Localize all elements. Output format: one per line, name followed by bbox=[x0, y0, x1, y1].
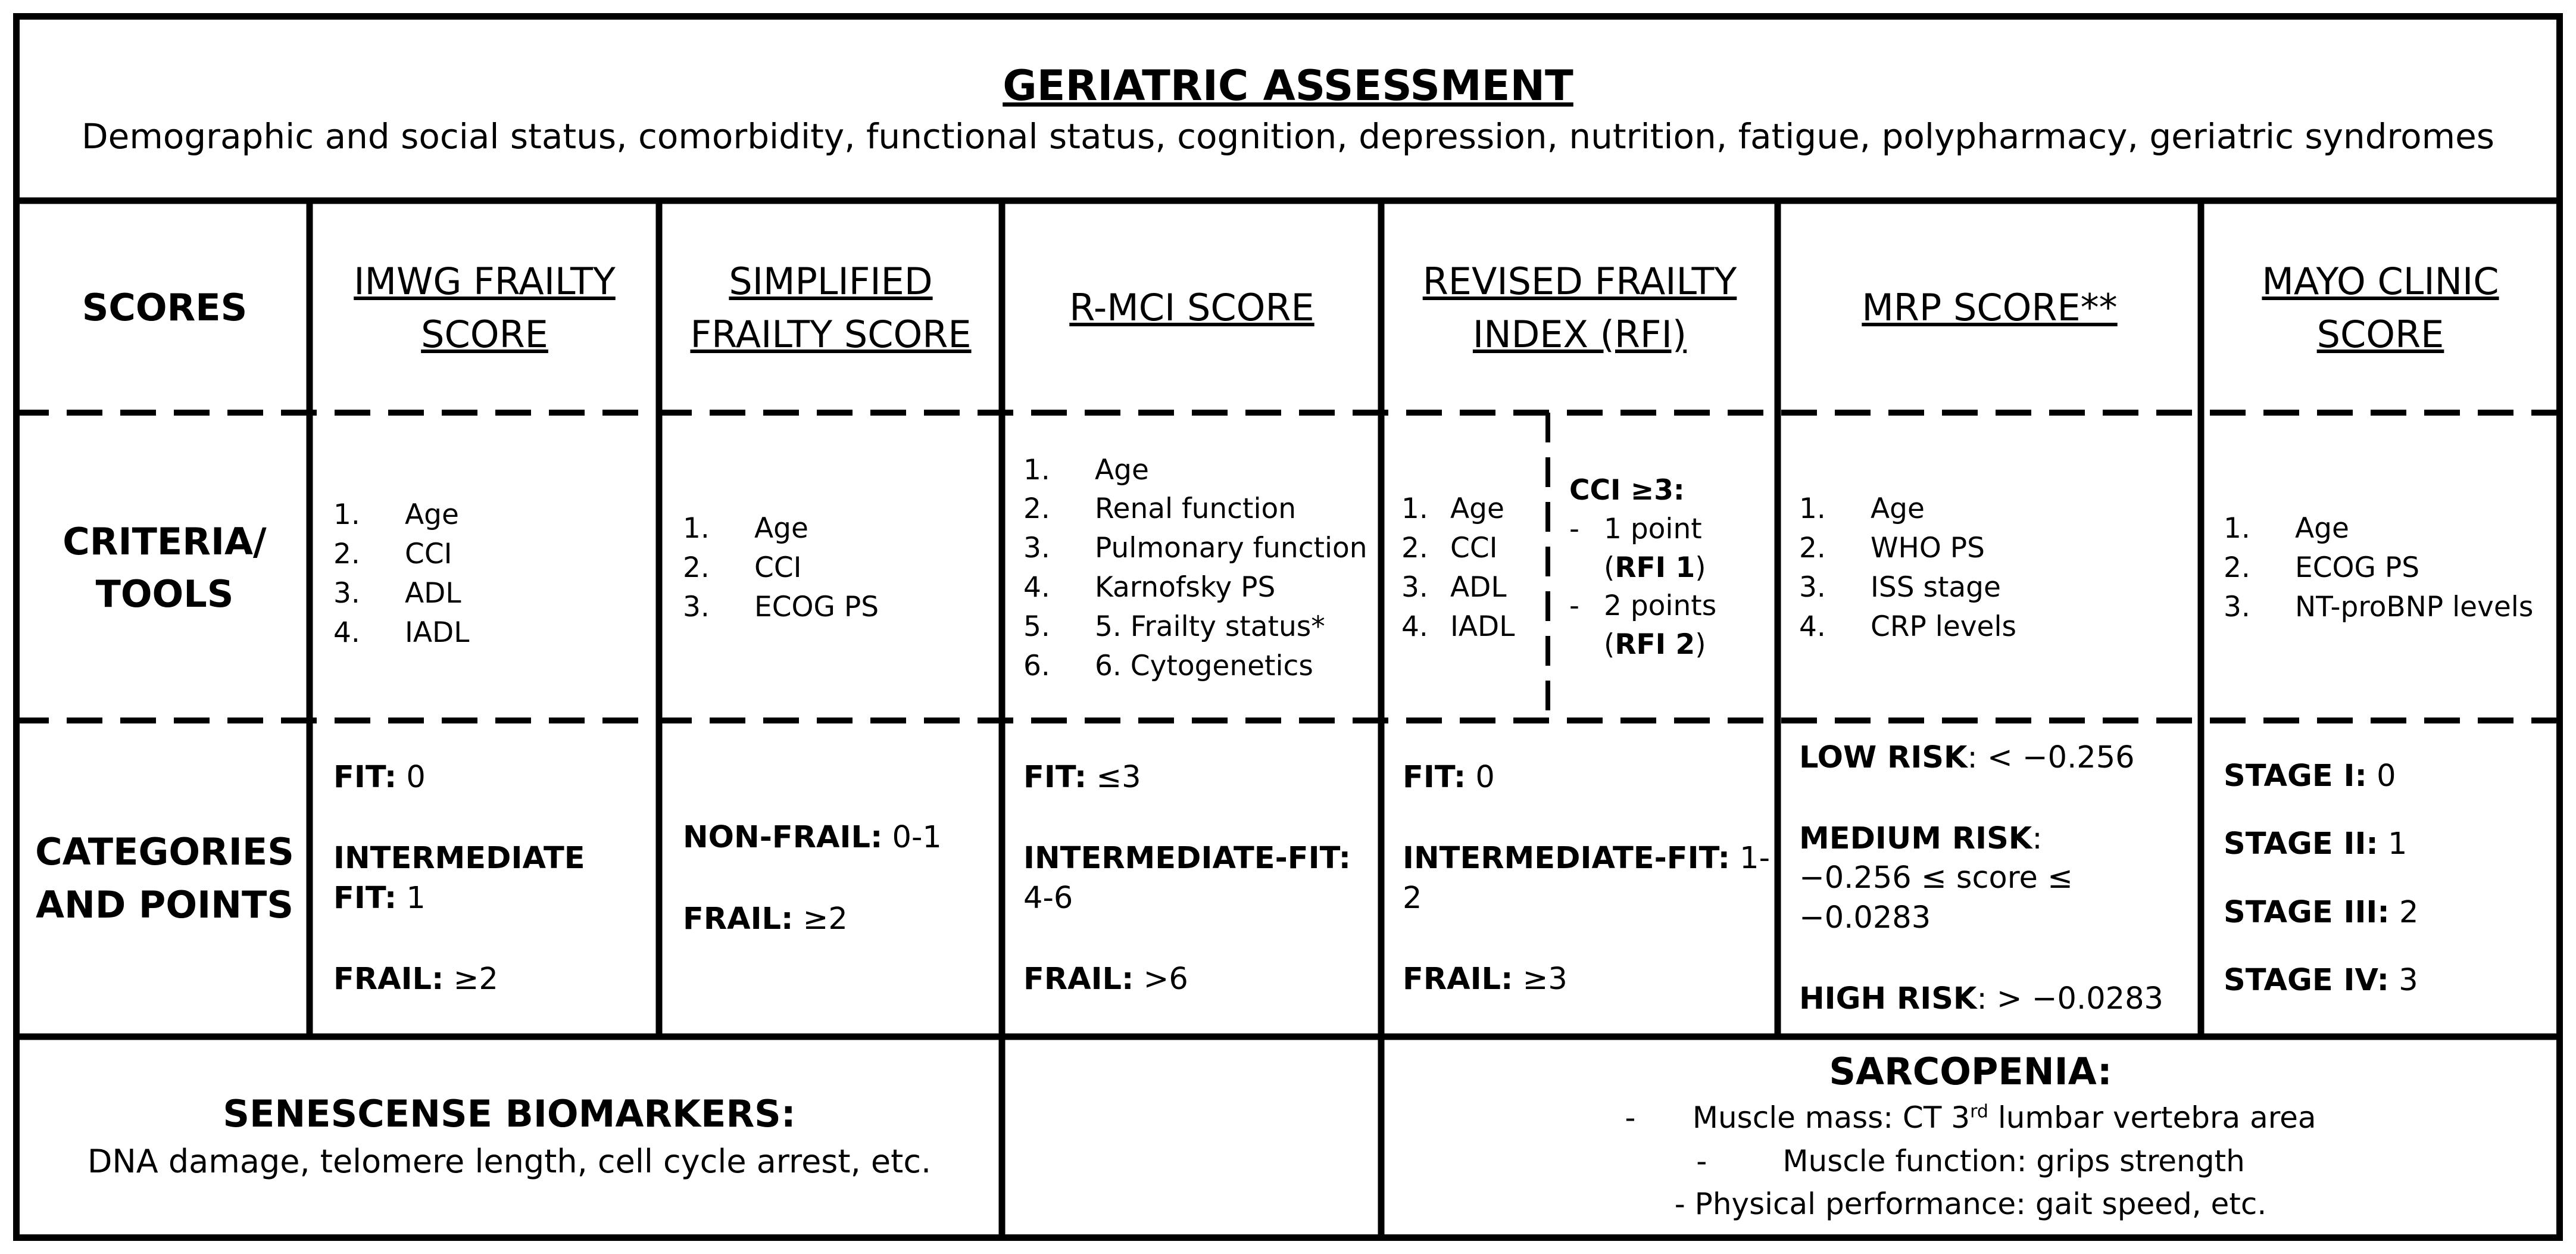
criteria-mrp-list bbox=[1799, 489, 2016, 646]
categories-rfi bbox=[1385, 723, 1775, 1034]
list-item: 4. Karnofsky PS bbox=[1023, 571, 1276, 604]
list-item: 1. Age bbox=[2224, 512, 2349, 545]
list-item: 1. Age bbox=[333, 498, 459, 532]
category-item: STAGE IV: 3 bbox=[2224, 962, 2418, 998]
criteria-mrp bbox=[1781, 416, 2198, 720]
categories-mayo bbox=[2205, 723, 2556, 1034]
criteria-simplified-list bbox=[683, 509, 879, 626]
sarcopenia-line-muscle-function: - Muscle function: grips strength bbox=[1696, 1143, 2245, 1178]
row-label-categories-line2: AND POINTS bbox=[36, 882, 293, 927]
score-mayo-line1: MAYO CLINIC bbox=[2262, 260, 2499, 304]
category-item: LOW RISK: < −0.256 bbox=[1799, 740, 2135, 775]
list-item: 2. CCI bbox=[1401, 532, 1498, 565]
header-cell bbox=[20, 20, 2556, 201]
row-label-criteria-line2: TOOLS bbox=[95, 572, 234, 616]
criteria-mayo bbox=[2205, 416, 2556, 720]
category-item: STAGE I: 0 bbox=[2224, 758, 2396, 794]
category-item: HIGH RISK: > −0.0283 bbox=[1799, 981, 2163, 1016]
rfi-cci-ref2: (RFI 2) bbox=[1604, 628, 1706, 662]
categories-rmci bbox=[1006, 723, 1378, 1034]
category-item: NON-FRAIL: 0-1 bbox=[683, 820, 942, 856]
score-imwg bbox=[313, 204, 656, 413]
row-label-categories bbox=[20, 723, 310, 1034]
empty-footer-cell bbox=[1006, 1040, 1378, 1234]
categories-simplified bbox=[663, 723, 999, 1034]
list-item: 5. 5. Frailty status* bbox=[1023, 610, 1325, 643]
list-item: 2. CCI bbox=[333, 538, 452, 571]
row-label-scores-text: SCORES bbox=[82, 286, 248, 330]
category-item: INTERMEDIATE-FIT: 4-6 bbox=[1023, 841, 1351, 916]
list-item: 4. CRP levels bbox=[1799, 610, 2017, 643]
list-item: 4. IADL bbox=[333, 616, 470, 649]
categories-mrp bbox=[1781, 723, 2198, 1034]
list-item: 2. ECOG PS bbox=[2224, 551, 2420, 585]
score-imwg-line1: IMWG FRAILTY bbox=[354, 260, 616, 304]
page-subtitle: Demographic and social status, comorbidity, functional status, cognition, depression, nutrition, fatigue, polypharmacy, geriatric syndromes bbox=[82, 116, 2494, 157]
rfi-cci-point2: - 2 points bbox=[1569, 589, 1717, 623]
list-item: 2. CCI bbox=[683, 551, 802, 585]
rfi-cci-block bbox=[1569, 472, 1716, 665]
score-simplified-line1: SIMPLIFIED bbox=[729, 260, 933, 304]
rfi-cci-ref1: (RFI 1) bbox=[1604, 551, 1706, 584]
list-item: 6. 6. Cytogenetics bbox=[1023, 649, 1313, 682]
category-item: STAGE III: 2 bbox=[2224, 894, 2419, 930]
sarcopenia-cell bbox=[1385, 1040, 2556, 1234]
list-item: 2. Renal function bbox=[1023, 492, 1297, 526]
score-rfi bbox=[1385, 204, 1775, 413]
senescence-text: DNA damage, telomere length, cell cycle arrest, etc. bbox=[87, 1143, 932, 1181]
list-item: 1. Age bbox=[1023, 453, 1149, 486]
rfi-cci-point1: - 1 point bbox=[1569, 512, 1702, 545]
score-imwg-line2: SCORE bbox=[421, 312, 548, 356]
score-simplified bbox=[663, 204, 999, 413]
category-item: FIT: 0 bbox=[1403, 759, 1495, 795]
criteria-imwg-list bbox=[333, 495, 469, 652]
score-rfi-line1: REVISED FRAILTY bbox=[1422, 260, 1737, 304]
score-rmci-line1: R-MCI SCORE bbox=[1069, 286, 1314, 330]
list-item: 1. Age bbox=[1799, 492, 1925, 526]
senescence-biomarkers-cell bbox=[20, 1040, 999, 1234]
list-item: 3. ECOG PS bbox=[683, 590, 879, 623]
criteria-rmci bbox=[1006, 416, 1378, 720]
score-mrp bbox=[1781, 204, 2198, 413]
category-item: FRAIL: ≥2 bbox=[683, 901, 848, 937]
sarcopenia-title: SARCOPENIA: bbox=[1829, 1050, 2112, 1094]
criteria-rfi-list bbox=[1401, 489, 1515, 646]
row-label-criteria-line1: CRITERIA/ bbox=[63, 519, 267, 563]
list-item: 3. ISS stage bbox=[1799, 571, 2001, 604]
score-rmci bbox=[1006, 204, 1378, 413]
criteria-rfi bbox=[1385, 416, 1547, 720]
rfi-cci-heading: CCI ≥3: bbox=[1569, 473, 1685, 507]
criteria-imwg bbox=[313, 416, 656, 720]
row-label-criteria bbox=[20, 416, 310, 720]
category-item: STAGE II: 1 bbox=[2224, 826, 2408, 862]
category-item: FRAIL: ≥3 bbox=[1403, 961, 1568, 997]
score-mayo bbox=[2205, 204, 2556, 413]
criteria-rmci-list bbox=[1023, 451, 1367, 686]
row-label-scores bbox=[20, 204, 310, 413]
category-item: MEDIUM RISK: bbox=[1799, 821, 2043, 857]
category-item-value: −0.256 ≤ score ≤ −0.0283 bbox=[1799, 860, 2073, 935]
list-item: 3. ADL bbox=[1401, 571, 1507, 604]
category-item: FRAIL: ≥2 bbox=[333, 961, 498, 997]
list-item: 1. Age bbox=[683, 512, 808, 545]
page-title: GERIATRIC ASSESSMENT bbox=[1003, 61, 1573, 111]
score-simplified-line2: FRAILTY SCORE bbox=[690, 312, 972, 356]
category-item: INTERMEDIATE FIT: 1 bbox=[333, 841, 585, 916]
list-item: 3. NT-proBNP levels bbox=[2224, 590, 2534, 623]
score-mayo-line2: SCORE bbox=[2316, 312, 2444, 356]
list-item: 3. Pulmonary function bbox=[1023, 532, 1367, 565]
criteria-simplified bbox=[663, 416, 999, 720]
score-mrp-line1: MRP SCORE** bbox=[1862, 286, 2118, 330]
row-label-categories-line1: CATEGORIES bbox=[35, 830, 294, 874]
category-item: INTERMEDIATE-FIT: 1-2 bbox=[1403, 841, 1771, 916]
list-item: 4. IADL bbox=[1401, 610, 1515, 643]
list-item: 1. Age bbox=[1401, 492, 1504, 526]
sarcopenia-line-physical-performance: - Physical performance: gait speed, etc. bbox=[1674, 1187, 2267, 1222]
score-rfi-line2: INDEX (RFI) bbox=[1472, 312, 1687, 356]
category-item: FIT: ≤3 bbox=[1023, 759, 1141, 795]
list-item: 3. ADL bbox=[333, 577, 461, 610]
criteria-mayo-list bbox=[2224, 509, 2533, 626]
category-item: FRAIL: >6 bbox=[1023, 961, 1188, 997]
criteria-rfi-cci bbox=[1551, 416, 1776, 720]
category-item: FIT: 0 bbox=[333, 759, 426, 795]
sarcopenia-line-muscle-mass: - Muscle mass: CT 3rd lumbar vertebra area bbox=[1625, 1100, 2316, 1136]
categories-imwg bbox=[313, 723, 656, 1034]
senescence-title: SENESCENSE BIOMARKERS: bbox=[223, 1091, 796, 1136]
list-item: 2. WHO PS bbox=[1799, 532, 1985, 565]
